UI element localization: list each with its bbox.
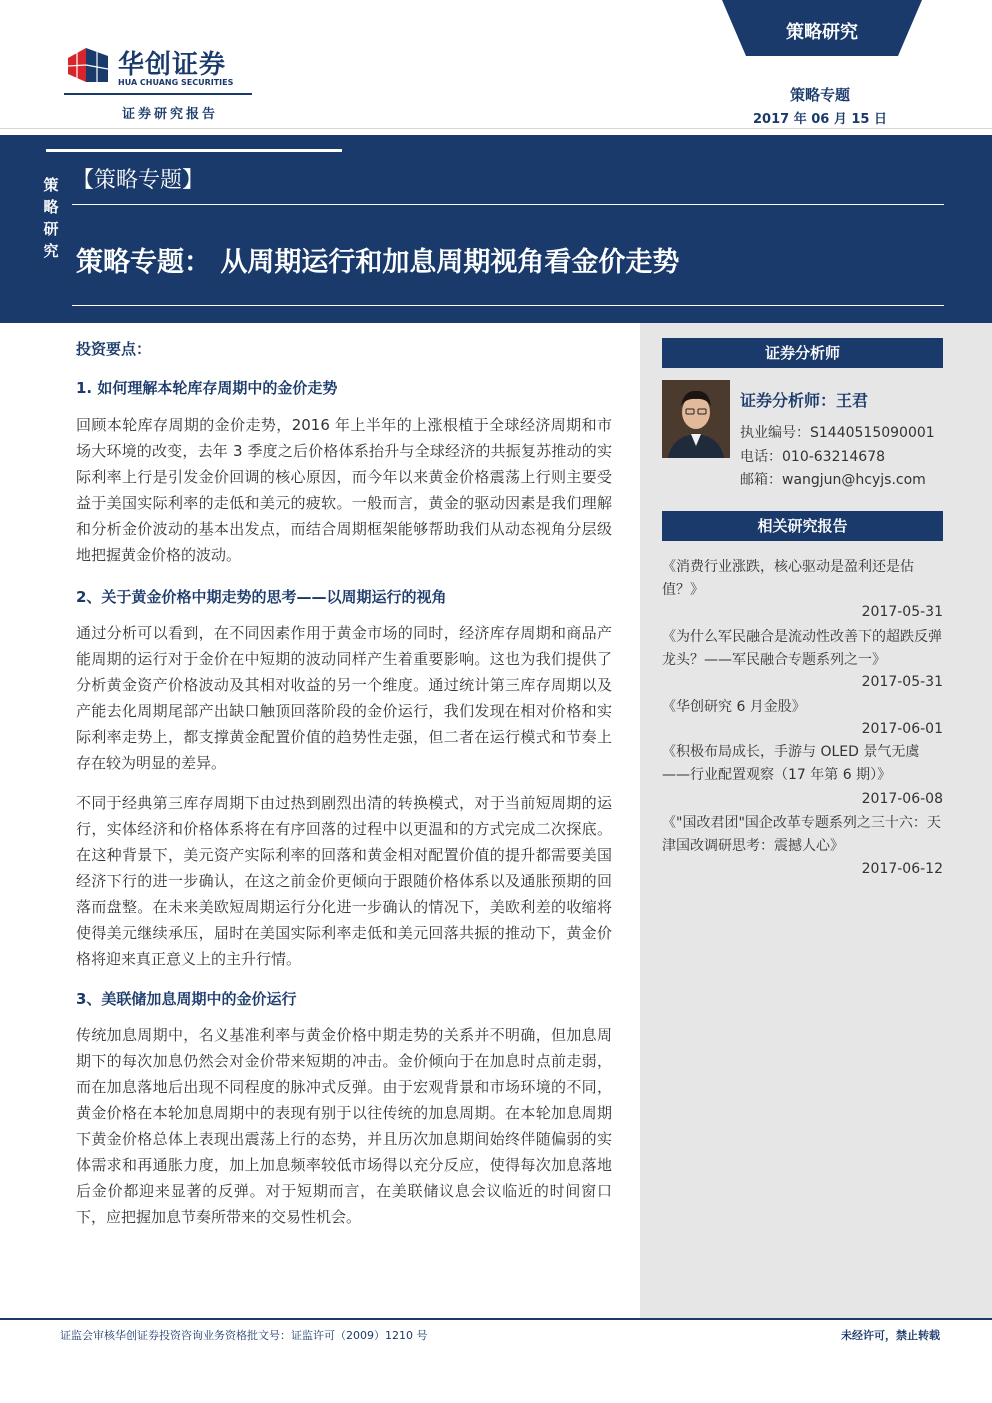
related-report-date: 2017-06-08 [861, 791, 943, 807]
report-title: 策略专题： 从周期运行和加息周期视角看金价走势 [76, 247, 680, 278]
footer-divider [0, 1318, 992, 1320]
analyst-portrait-icon [662, 380, 730, 458]
section-paragraph: 传统加息周期中，名义基准利率与黄金价格中期走势的关系并不明确，但加息周期下的每次加息仍然会对金价带来短期的冲击。金价倾向于在加息时点前走弱，而在加息落地后出现不同程度的脉冲式反弹。由于宏观背景和市场环境的不同，黄金价格在本轮加息周期中的表现有别于以往传统的加息周期。在本轮加息周期下黄金价格总体上表现出震荡上行的态势，并且历次加息期间始终伴随偏弱的实体需求和再通胀力度，加上加息频率较低市场得以充分反应，使得每次加息落地后金价都迎来显著的反弹。对于短期而言，在美联储议息会议临近的时间窗口下，应把握加息节奏所带来的交易性机会。 [76, 1026, 612, 1226]
company-logo [66, 44, 266, 94]
related-report-date: 2017-06-12 [861, 861, 943, 877]
section-paragraph: 通过分析可以看到，在不同因素作用于黄金市场的同时，经济库存周期和商品产能周期的运行对于金价在中短期的波动同样产生着重要影响。这也为我们提供了分析黄金资产价格波动及其相对收益的另一个维度。通过统计第三库存周期以及产能去化周期尾部产出缺口触顶回落阶段的金价运行，我们发现在相对价格和实际利率走势上，都支撑黄金配置价值的趋势性走强，但二者在运行模式和节奏上存在较为明显的差异。 [76, 624, 612, 772]
category-tab: 策略研究 [786, 22, 858, 43]
section-heading: 1. 如何理解本轮库存周期中的金价走势 [76, 379, 338, 397]
logo-cube-icon [66, 44, 110, 86]
analyst-phone: 电话：010-63214678 [740, 449, 886, 465]
banner-divider-bottom [72, 305, 944, 306]
related-report-title[interactable]: 《积极布局成长，手游与 OLED 景气无虞——行业配置观察（17 年第 6 期）》 [662, 744, 920, 783]
banner-side-label: 策略研究 [43, 176, 59, 260]
related-report-date: 2017-06-01 [861, 721, 943, 737]
related-report-title[interactable]: 《"国改君团"国企改革专题系列之三十六：天津国改调研思考：震撼人心》 [662, 815, 941, 854]
related-report-title[interactable]: 《为什么军民融合是流动性改善下的超跌反弹龙头？——军民融合专题系列之一》 [662, 629, 942, 668]
logo-name-en: HUA CHUANG SECURITIES [118, 78, 234, 87]
related-report-title[interactable]: 《华创研究 6 月金股》 [662, 699, 806, 715]
report-date: 2017 年 06 月 15 日 [753, 112, 887, 127]
banner-tag: 【策略专题】 [72, 168, 205, 193]
footer-license: 证监会审核华创证券投资咨询业务资格批文号：证监许可（2009）1210 号 [60, 1329, 428, 1342]
header-divider [0, 128, 992, 129]
logo-name-cn: 华创证券 [118, 50, 227, 80]
section-heading: 2、关于黄金价格中期走势的思考——以周期运行的视角 [76, 588, 447, 606]
related-reports-heading: 相关研究报告 [662, 511, 943, 541]
analyst-name: 证券分析师：王君 [740, 391, 869, 410]
analyst-email[interactable]: 邮箱：wangjun@hcyjs.com [740, 472, 926, 488]
report-type-label: 证券研究报告 [122, 107, 219, 122]
header-category: 策略专题 [789, 86, 850, 104]
related-report-title[interactable]: 《消费行业涨跌，核心驱动是盈利还是估值？》 [662, 559, 914, 598]
related-report-date: 2017-05-31 [861, 674, 943, 690]
section-heading: 3、美联储加息周期中的金价运行 [76, 990, 297, 1008]
analyst-photo [662, 380, 730, 458]
logo-divider [64, 93, 252, 95]
banner-divider-top [72, 204, 944, 205]
analyst-license: 执业编号：S1440515090001 [740, 425, 935, 441]
analyst-heading: 证券分析师 [662, 338, 943, 368]
intro-heading: 投资要点： [76, 340, 152, 358]
banner-accent-line [46, 149, 342, 152]
footer-copyright: 未经许可，禁止转载 [841, 1329, 940, 1342]
related-report-date: 2017-05-31 [861, 604, 943, 620]
section-paragraph: 不同于经典第三库存周期下由过热到剧烈出清的转换模式，对于当前短周期的运行，实体经济和价格体系将在有序回落的过程中以更温和的方式完成二次探底。在这种背景下，美元资产实际利率的回落和黄金相对配置价值的提升都需要美国经济下行的进一步确认，在这之前金价更倾向于跟随价格体系以及通胀预期的回落而盘整。在未来美欧短周期运行分化进一步确认的情况下，美欧利差的收缩将使得美元继续承压，届时在美国实际利率走低和美元回落共振的推动下，黄金价格将迎来真正意义上的主升行情。 [76, 794, 612, 968]
section-paragraph: 回顾本轮库存周期的金价走势，2016 年上半年的上涨根植于全球经济周期和市场大环境的改变，去年 3 季度之后价格体系抬升与全球经济的共振复苏推动的实际利率上行是引发金价回调的核心原因，而今年以来黄金价格震荡上行则主要受益于美国实际利率的走低和美元的疲软。一般而言，黄金的驱动因素是我们理解和分析金价波动的基本出发点，而结合周期框架能够帮助我们从动态视角分层级地把握黄金价格的波动。 [76, 416, 612, 564]
